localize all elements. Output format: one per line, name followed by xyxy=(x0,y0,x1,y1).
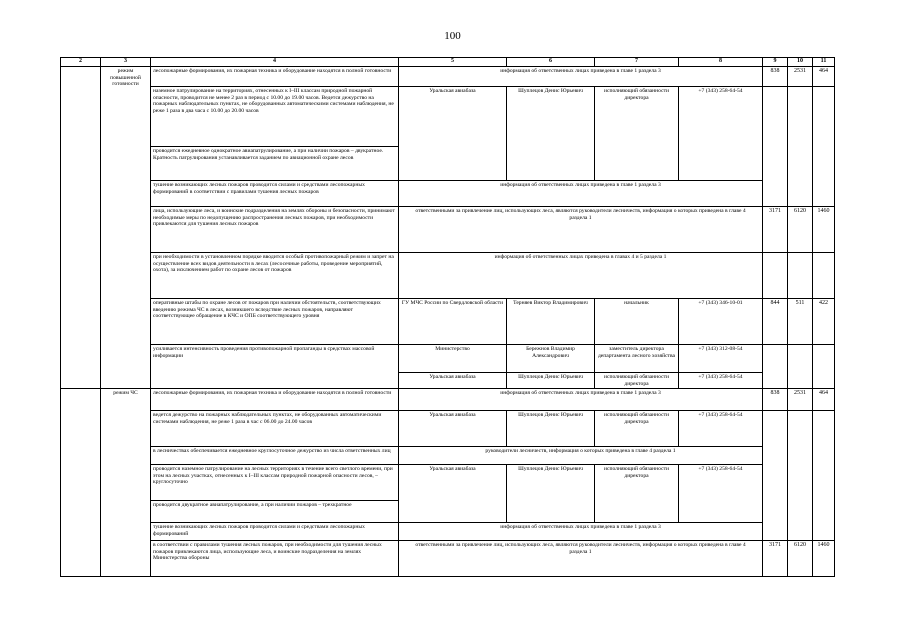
phone-cell: +7 (343) 346-10-01 xyxy=(679,299,763,345)
measure-cell: в лесничествах обеспечивается ежедневное круглосуточное дежурство из числа ответственных лиц xyxy=(151,447,399,465)
position-cell: заместитель директора департамента лесного хозяйства xyxy=(595,345,679,373)
measure-cell: лесопожарные формирования, их пожарная техника и оборудование находятся в полной готовности xyxy=(151,67,399,87)
info-cell: руководители лесничеств, информация о которых приведена в главе 4 раздела 1 xyxy=(399,447,763,465)
count-cell: 1460 xyxy=(813,207,835,253)
measure-cell: ведется дежурство на пожарных наблюдательных пунктах, не оборудованных автоматическими системами наблюдения, не реже 1 раза в час с 06.00 до 24.00 часов xyxy=(151,411,399,447)
measure-cell: тушение возникающих лесных пожаров проводится силами и средствами лесопожарных формирований xyxy=(151,523,399,541)
table-row xyxy=(61,253,835,299)
count-cell: 511 xyxy=(788,299,813,345)
measure-cell: в соответствии с правилами тушения лесных пожаров, при необходимости для тушения лесных пожаров привлекаются лица, использующие леса, и воинские подразделения на землях Министерства обороны xyxy=(151,541,399,577)
table-row xyxy=(61,207,835,253)
table-row xyxy=(61,87,835,147)
measure-cell: наземное патрулирование на территориях, отнесенных к I–III классам природной пожарной опасности, проводится не менее 2 раз в период с 10.00 до 19.00 часов. Ведется дежурство на пожарных наблюдательных пунктах, не оборудованных автоматическими системами наблюдения, не реже 1 раза в два часа с 10.00 до 20.00 часов xyxy=(151,87,399,147)
empty-cell xyxy=(61,67,101,389)
count-cell: 2531 xyxy=(788,67,813,87)
count-cell: 422 xyxy=(813,299,835,345)
measure-cell: проводится ежедневное однократное авиапатрулирование, а при наличии пожаров – двукратное. Кратность патрулирования устанавливается заданием по авиационной охране лесов xyxy=(151,147,399,181)
position-cell: начальник xyxy=(595,299,679,345)
phone-cell: +7 (343) 312-08-54 xyxy=(679,345,763,373)
empty-cell xyxy=(813,345,835,389)
regime-cell: режим ЧС xyxy=(101,389,151,577)
organization-cell: Уральская авиабаза xyxy=(399,373,507,389)
info-cell: информация об ответственных лицах приведена в главе 1 раздела 3 xyxy=(399,523,763,541)
count-cell: 464 xyxy=(813,389,835,411)
phone-cell: +7 (343) 258-64-54 xyxy=(679,465,763,523)
measure-cell: лесопожарные формирования, их пожарная техника и оборудование находятся в полной готовности xyxy=(151,389,399,411)
count-cell: 2531 xyxy=(788,389,813,411)
column-header: 2 xyxy=(61,58,101,67)
person-cell: Бережнов Владимир Александрович xyxy=(507,345,595,373)
phone-cell: +7 (343) 258-64-54 xyxy=(679,411,763,447)
person-cell: Шуплецов Денис Юрьевич xyxy=(507,465,595,523)
info-cell: ответственными за привлечение лиц, использующих леса, являются руководители лесничеств, информация о которых приведена в главе 4 раздела 1 xyxy=(399,207,763,253)
table-row xyxy=(61,523,835,541)
empty-cell xyxy=(763,253,788,299)
empty-cell xyxy=(788,87,813,207)
phone-cell: +7 (343) 258-64-54 xyxy=(679,87,763,181)
person-cell: Шуплецов Денис Юрьевич xyxy=(507,373,595,389)
count-cell: 838 xyxy=(763,67,788,87)
table-row xyxy=(61,465,835,501)
measure-cell: при необходимости в установленном порядке вводится особый противопожарный режим и запрет на осуществление всех видов деятельности в лесах (лесосечные работы, проведение мероприятий, охота), за исключением работ по охране лесов от пожаров xyxy=(151,253,399,299)
count-cell: 1460 xyxy=(813,541,835,577)
person-cell: Шуплецов Денис Юрьевич xyxy=(507,411,595,447)
empty-cell xyxy=(813,253,835,299)
regime-cell: режим повышенной готовности xyxy=(101,67,151,389)
empty-cell xyxy=(788,253,813,299)
empty-cell xyxy=(763,345,788,389)
measure-cell: проводится наземное патрулирование на лесных территориях в течение всего светлого времени, при этом на лесных участках, отнесенных к I–III классам природной пожарной опасности лесов, – круглосуточно xyxy=(151,465,399,501)
table-row xyxy=(61,345,835,373)
table-row xyxy=(61,181,835,207)
person-cell: Терняев Виктор Владимирович xyxy=(507,299,595,345)
position-cell: исполняющий обязанности директора xyxy=(595,465,679,523)
count-cell: 464 xyxy=(813,67,835,87)
column-header: 4 xyxy=(151,58,399,67)
column-header: 8 xyxy=(679,58,763,67)
count-cell: 6120 xyxy=(788,207,813,253)
count-cell: 3171 xyxy=(763,207,788,253)
phone-cell: +7 (343) 258-64-54 xyxy=(679,373,763,389)
column-header: 6 xyxy=(507,58,595,67)
table-row xyxy=(61,299,835,345)
info-cell: информация об ответственных лицах приведена в главе 1 раздела 3 xyxy=(399,67,763,87)
measure-cell: проводится двукратное авиапатрулирование, а при наличии пожаров – трехкратное xyxy=(151,501,399,523)
position-cell: исполняющий обязанности директора xyxy=(595,87,679,181)
position-cell: исполняющий обязанности директора xyxy=(595,411,679,447)
table-row xyxy=(61,67,835,87)
person-cell: Шуплецов Денис Юрьевич xyxy=(507,87,595,181)
empty-cell xyxy=(763,87,788,207)
column-header: 7 xyxy=(595,58,679,67)
organization-cell: Министерство xyxy=(399,345,507,373)
count-cell: 838 xyxy=(763,389,788,411)
table-row xyxy=(61,411,835,447)
empty-cell xyxy=(61,389,101,577)
info-cell: информация об ответственных лицах приведена в главе 1 раздела 3 xyxy=(399,181,763,207)
column-number-row xyxy=(61,58,835,67)
empty-cell xyxy=(788,345,813,389)
empty-cell xyxy=(813,411,835,541)
count-cell: 3171 xyxy=(763,541,788,577)
measure-cell: усиливается интенсивность проведения противопожарной пропаганды в средствах массовой информации xyxy=(151,345,399,389)
position-cell: исполняющий обязанности директора xyxy=(595,373,679,389)
count-cell: 844 xyxy=(763,299,788,345)
column-header: 5 xyxy=(399,58,507,67)
column-header: 3 xyxy=(101,58,151,67)
organization-cell: Уральская авиабаза xyxy=(399,465,507,523)
organization-cell: ГУ МЧС России по Свердловской области xyxy=(399,299,507,345)
empty-cell xyxy=(763,411,788,541)
empty-cell xyxy=(788,411,813,541)
measure-cell: тушение возникающих лесных пожаров проводится силами и средствами лесопожарных формирований в соответствии с правилами тушения лесных пожаров xyxy=(151,181,399,207)
info-cell: информация об ответственных лицах приведена в главе 1 раздела 3 xyxy=(399,389,763,411)
measure-cell: лица, использующие леса, и воинские подразделения на землях обороны и безопасности, принимают необходимые меры по недопущению распространения лесных пожаров, при необходимости привлекаются для тушения лесных пожаров xyxy=(151,207,399,253)
page-number: 100 xyxy=(444,30,461,42)
count-cell: 6120 xyxy=(788,541,813,577)
column-header: 11 xyxy=(813,58,835,67)
table-row xyxy=(61,447,835,465)
table-row xyxy=(61,541,835,577)
column-header: 9 xyxy=(763,58,788,67)
response-measures-table xyxy=(60,57,835,577)
empty-cell xyxy=(813,87,835,207)
info-cell: информация об ответственных лицах приведена в главах 4 и 5 раздела 1 xyxy=(399,253,763,299)
table-row xyxy=(61,389,835,411)
organization-cell: Уральская авиабаза xyxy=(399,411,507,447)
info-cell: ответственными за привлечение лиц, использующих леса, являются руководители лесничеств, информация о которых приведена в главе 4 раздела 1 xyxy=(399,541,763,577)
organization-cell: Уральская авиабаза xyxy=(399,87,507,181)
measure-cell: оперативные штабы по охране лесов от пожаров при наличии обстоятельств, соответствующих введению режима ЧС в лесах, возникшего вследствие лесных пожаров, направляют соответствующее обращение в КЧС и ОПБ соответствующего уровня xyxy=(151,299,399,345)
column-header: 10 xyxy=(788,58,813,67)
